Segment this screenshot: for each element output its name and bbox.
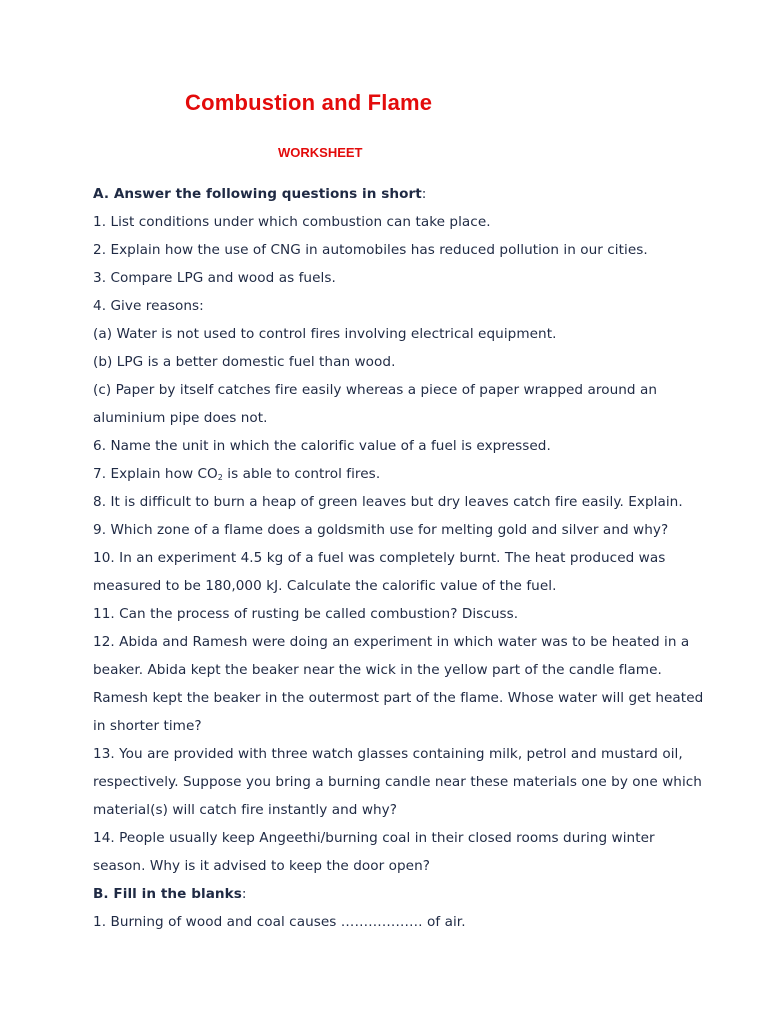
q7-subscript: 2 — [217, 473, 223, 482]
question-line: 10. In an experiment 4.5 kg of a fuel was completely burnt. The heat produced was — [93, 550, 666, 566]
question-line: (a) Water is not used to control fires involving electrical equipment. — [93, 326, 557, 342]
section-b-heading-text: B. Fill in the blanks — [93, 886, 242, 902]
worksheet-body — [93, 180, 753, 936]
question-line: 14. People usually keep Angeethi/burning coal in their closed rooms during winter — [93, 830, 655, 846]
question-line: in shorter time? — [93, 718, 202, 734]
question-line: season. Why is it advised to keep the door open? — [93, 858, 431, 874]
question-line: aluminium pipe does not. — [93, 410, 268, 426]
question-line: 9. Which zone of a flame does a goldsmith use for melting gold and silver and why? — [93, 522, 669, 538]
question-line: 4. Give reasons: — [93, 298, 204, 314]
question-line: 3. Compare LPG and wood as fuels. — [93, 270, 336, 286]
section-a-heading-text: A. Answer the following questions in short — [93, 186, 422, 202]
question-line: 2. Explain how the use of CNG in automobiles has reduced pollution in our cities. — [93, 242, 648, 258]
question-line: Ramesh kept the beaker in the outermost part of the flame. Whose water will get heated — [93, 690, 704, 706]
question-line: (b) LPG is a better domestic fuel than wood. — [93, 354, 396, 370]
question-line: (c) Paper by itself catches fire easily whereas a piece of paper wrapped around an — [93, 382, 657, 398]
question-line: beaker. Abida kept the beaker near the wick in the yellow part of the candle flame. — [93, 662, 662, 678]
question-line: 11. Can the process of rusting be called combustion? Discuss. — [93, 606, 519, 622]
fill-blank-line: 1. Burning of wood and coal causes ……………… of air. — [93, 914, 466, 930]
page-title: Combustion and Flame — [185, 90, 433, 115]
section-a-heading-colon: : — [421, 186, 427, 202]
q7-text-before: 7. Explain how CO — [93, 466, 218, 482]
question-line: 1. List conditions under which combustion can take place. — [93, 214, 491, 230]
section-b-heading — [93, 880, 753, 908]
question-line: 13. You are provided with three watch glasses containing milk, petrol and mustard oil, — [93, 746, 683, 762]
question-line: 8. It is difficult to burn a heap of green leaves but dry leaves catch fire easily. Explain. — [93, 494, 683, 510]
section-b-heading-colon: : — [241, 886, 247, 902]
question-line: measured to be 180,000 kJ. Calculate the calorific value of the fuel. — [93, 578, 557, 594]
question-line-co2 — [93, 460, 753, 488]
section-a-heading — [93, 180, 753, 208]
question-line: material(s) will catch fire instantly and why? — [93, 802, 398, 818]
q7-text-after: is able to control fires. — [222, 466, 381, 482]
question-line: respectively. Suppose you bring a burning candle near these materials one by one which — [93, 774, 702, 790]
question-line: 6. Name the unit in which the calorific value of a fuel is expressed. — [93, 438, 551, 454]
page-subtitle: WORKSHEET — [278, 145, 363, 160]
question-line: 12. Abida and Ramesh were doing an experiment in which water was to be heated in a — [93, 634, 690, 650]
